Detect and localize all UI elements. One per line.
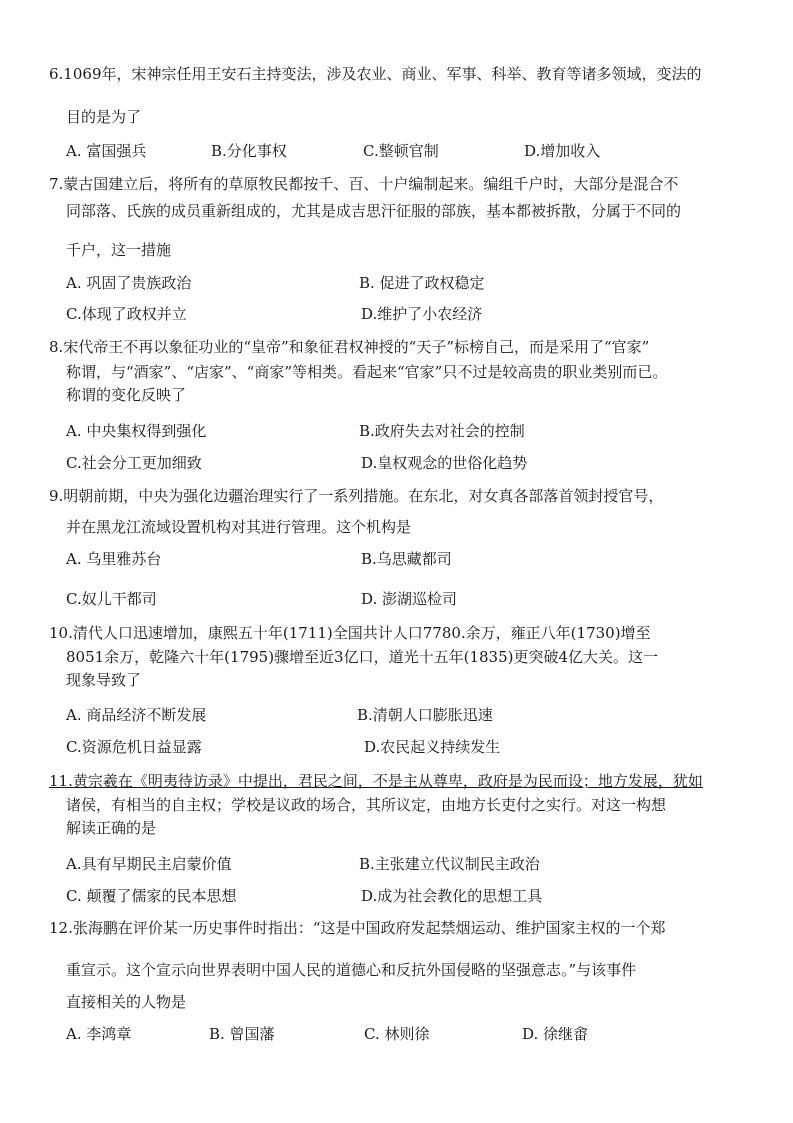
question-12-option-b[interactable]: B. 曾国藩	[209, 1025, 275, 1043]
question-11-stem-line: 诸侯，有相当的自主权；学校是议政的场合，其所议定，由地方长吏付之实行。对这一构想	[66, 796, 667, 814]
question-10-stem-line: 8051余万，乾隆六十年(1795)骤增至近3亿口，道光十五年(1835)更突破4亿大关。这一	[66, 648, 659, 666]
question-6-option-d[interactable]: D.增加收入	[524, 142, 601, 160]
question-6-option-b[interactable]: B.分化事权	[211, 142, 287, 160]
question-12-option-a[interactable]: A. 李鸿章	[66, 1025, 132, 1043]
question-11-option-a[interactable]: A.具有早期民主启蒙价值	[66, 855, 232, 873]
question-8-option-d[interactable]: D.皇权观念的世俗化趋势	[361, 454, 528, 472]
question-12-option-d[interactable]: D. 徐继畬	[522, 1025, 589, 1043]
question-9-option-d[interactable]: D. 澎湖巡检司	[361, 590, 458, 608]
question-10-option-a[interactable]: A. 商品经济不断发展	[66, 706, 207, 724]
question-7-option-c[interactable]: C.体现了政权并立	[66, 305, 187, 323]
question-6-stem-line: 6.1069年，宋神宗任用王安石主持变法，涉及农业、商业、军事、科举、教育等诸多领域，变法的	[49, 65, 702, 83]
question-7-stem-line: 千户，这一措施	[66, 241, 172, 259]
question-9-stem-line: 9.明朝前期，中央为强化边疆治理实行了一系列措施。在东北，对女真各部落首领封授官号，	[49, 487, 664, 505]
question-6-stem-line: 目的是为了	[66, 108, 142, 126]
question-9-option-c[interactable]: C.奴儿干都司	[66, 590, 157, 608]
question-10-stem-line: 现象导致了	[66, 671, 142, 689]
question-12-stem-line: 重宣示。这个宣示向世界表明中国人民的道德心和反抗外国侵略的坚强意志。”与该事件	[66, 961, 637, 979]
question-8-option-b[interactable]: B.政府失去对社会的控制	[359, 422, 525, 440]
question-12-stem-line: 12.张海鹏在评价某一历史事件时指出：“这是中国政府发起禁烟运动、维护国家主权的一个郑	[49, 919, 666, 937]
question-9-option-b[interactable]: B.乌思藏都司	[361, 550, 452, 568]
question-12-stem-line: 直接相关的人物是	[66, 993, 187, 1011]
question-10-option-b[interactable]: B.清朝人口膨胀迅速	[357, 706, 493, 724]
question-9-option-a[interactable]: A. 乌里雅苏台	[66, 550, 162, 568]
question-11-option-b[interactable]: B.主张建立代议制民主政治	[359, 855, 540, 873]
question-10-stem-line: 10.清代人口迅速增加，康熙五十年(1711)全国共计人口7780.余万，雍正八年(1730)增至	[49, 624, 651, 642]
question-8-stem-line: 8.宋代帝王不再以象征功业的“皇帝”和象征君权神授的“天子”标榜自己，而是采用了“官家”	[49, 338, 650, 356]
question-7-option-d[interactable]: D.维护了小农经济	[361, 305, 483, 323]
question-8-stem-line: 称谓，与“酒家”、“店家”、“商家”等相类。看起来“官家”只不过是较高贵的职业类别而已。	[66, 363, 668, 381]
question-10-option-c[interactable]: C.资源危机日益显露	[66, 738, 202, 756]
question-7-option-a[interactable]: A. 巩固了贵族政治	[66, 274, 192, 292]
question-12-option-c[interactable]: C. 林则徐	[364, 1025, 430, 1043]
question-9-stem-line: 并在黑龙江流域设置机构对其进行管理。这个机构是	[66, 518, 412, 536]
question-6-option-c[interactable]: C.整顿官制	[363, 142, 439, 160]
question-7-option-b[interactable]: B. 促进了政权稳定	[359, 274, 485, 292]
question-6-option-a[interactable]: A. 富国强兵	[66, 142, 147, 160]
question-11-option-d[interactable]: D.成为社会教化的思想工具	[361, 887, 543, 905]
question-11-stem-line: 解读正确的是	[66, 819, 157, 837]
question-11-stem-line: 11.黄宗羲在《明夷待访录》中提出，君民之间，不是主从尊卑，政府是为民而设；地方发展，犹如	[49, 772, 703, 790]
question-11-option-c[interactable]: C. 颠覆了儒家的民本思想	[66, 887, 237, 905]
question-7-stem-line: 同部落、氏族的成员重新组成的，尤其是成吉思汗征服的部族，基本都被拆散，分属于不同的	[66, 202, 682, 220]
question-8-stem-line: 称谓的变化反映了	[66, 386, 187, 404]
question-7-stem-line: 7.蒙古国建立后，将所有的草原牧民都按千、百、十户编制起来。编组千户时，大部分是混合不	[49, 175, 679, 193]
question-10-option-d[interactable]: D.农民起义持续发生	[364, 738, 501, 756]
question-8-option-a[interactable]: A. 中央集权得到强化	[66, 422, 207, 440]
question-8-option-c[interactable]: C.社会分工更加细致	[66, 454, 202, 472]
